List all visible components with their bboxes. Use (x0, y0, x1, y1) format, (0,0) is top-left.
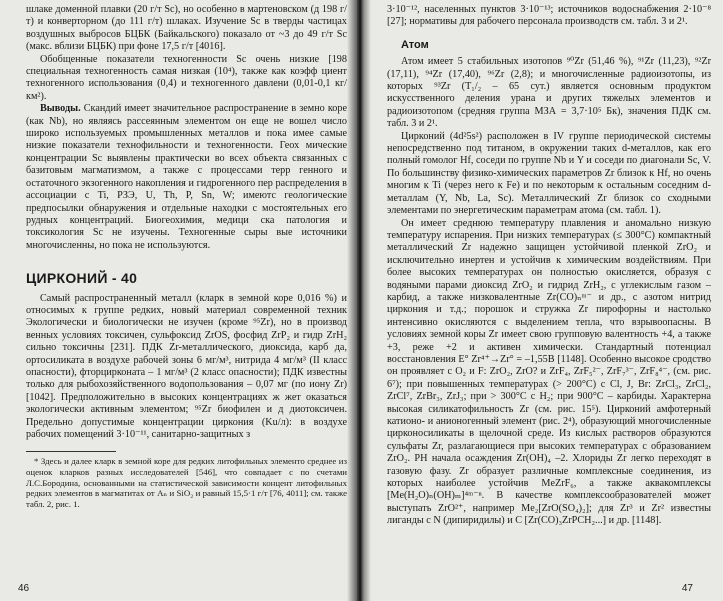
paragraph-conclusions (26, 103, 347, 252)
paragraph-continuation: 3·10⁻¹², населенных пунктов 3·10⁻¹³; источников водоснабжения 2·10⁻⁸ [27]; нормативы для рабочего персонала производств см. табл. 3 и 2¹. (387, 4, 711, 28)
right-page (361, 0, 723, 601)
paragraph-technogenic-indicators: Обобщенные показатели техногенности Sc очень низкие [198 специальная техногенность самая низкая (10⁴), также как коэфф циент техногенного использования (0,4) и техногенного давлени (0,01-0,1 кг/км²). (26, 53, 347, 102)
conclusions-lead: Выводы. (40, 103, 81, 115)
page-number-left: 46 (18, 582, 30, 594)
paragraph-electron-config: Цирконий (4d²5s²) расположен в IV группе периодической системы непосредственно под титаном, в окружении таких d-металлов, как его полный гомолог Hf, соседи по группе Nb и Y и соседи по диагонали Sc, V. По большинству физико-химических параметров Zr близок к Hf, но очень многим к Ti (через него к Fe) и по некоторым к остальным соседним d-металлам (Y, Nb, La, Sc). Металлический Zr близок со сходными элементами по энергетическим параметрам атома (см. табл. 1). (387, 130, 711, 217)
conclusions-text: Скандий имеет значительное распространение в земно коре (как Nb), но являясь рассеянным элементом он еще не вошел число широко используемых промышленных металлов и пока имее самые низкие показатели технофильности и техногенности. Геох мические концентрации Sc выявлены практически во всех объекта связанных с базитовым магматизмом, а также с процессами терр генного и остаточного экзогенного накопления и гидрогенного пер распределения в ассоциации с Ti, РЗЭ, U, Th, P, Sn, W; имеютс геологические предпосылки обнаружения и отдельные находки с мостоятельных его рудных концентраций. Биогеохимия, медици ска патология и токсикология Sc не изучены. Техногенные сыры вые источники многочисленны, но пока не используются. (26, 103, 347, 251)
paragraph-isotopes: Атом имеет 5 стабильных изотопов ⁹⁰Zr (51,46 %), ⁹¹Zr (11,23), ⁹²Zr (17,11), ⁹⁴Zr (17,40), ⁹⁶Zr (2,8); и многочисленные радиоизотопы, из которых ⁹³Zr (T₁/₂ – 65 сут.) является основным продуктом искусственного деления урана и других тяжелых элементов и радиоизотопом (средняя группа МЗА = 3,7·10⁵ Бк), значения ПДК см. табл. 3 и 2¹. (387, 56, 711, 130)
paragraph-zirconium-intro: Самый распространенный металл (кларк в земной коре 0,016 %) и относимых к группе редких, новый материал современной техник Экологически и биологически не изучен (кроме ⁹⁵Zr), но в производ венных условиях токсичен, сульфоксид ZrOS, фосфид ZrP₂ и гидр ZrH₂ сильно токсичны [231]. ПДК Zr-металлического, диоксида, карб да, ортосиликата в воздухе рабочей зоны 6 мг/м³, нитрида 4 мг/м³ (II класс опасности), фторцирконата – 1 мг/м³ (2 класс опасности); ПДК известны только для рыбохозяйственного водопользования – 0,07 мг (по иону Zr) [1042]. Предположительно в высоких концентрациях ж жет оказаться экологически активным элементом; ⁹⁵Zr биофилен и д диотоксичен. Предельно допустимые концентрации циркония (Ku/л): в воздухе рабочих помещений 3·10⁻¹¹, санитарно-защитных з (26, 292, 347, 440)
paragraph-slag: шлаке доменной плавки (20 г/т Sc), но особенно в мартеновском (д 198 г/т) и конверторном (до 111 г/т) шлаках. Изучение Sc в тверды частицах воздушных выбросов БЦБК (Байкальского) показало от ~3 до 49 г/т Sc (макс. вблизи БЦБК) при фоне 17,5 г/т [4016]. (26, 4, 347, 53)
footnote-divider (26, 451, 116, 452)
left-page (0, 0, 357, 601)
section-heading-zirconium: ЦИРКОНИЙ - 40 (26, 270, 138, 287)
paragraph-chemistry: Он имеет среднюю температуру плавления и аномально низкую температуру испарения. При низких температурах (≤ 300°С) компактный металлический Zr надежно защищен устойчивой пленкой ZrO₂ и исключительно инертен и устойчив к химическим воздействиям. При более высоких температурах он полностью окисляется, образуя с водяными парами диоксид ZrO₂ и гидрид ZrH₂, с углекислым газом – карбид, а также низковалентные Zr(CO)ₙᵐ⁻ и др., с азотом нитрид циркония и т.д.; порошок и стружка Zr пирофорны и настолько интенсивно окисляются с выделением тепла, что взрывоопасны. В условиях земной коры Zr имеет свою групповую валентность +4, а также +3, реже +2 и активен химически. Стандартный потенциал восстановления E° Zr⁴⁺→Zr° = –1,55В [1148]. Особенно высокое сродство он проявляет с O₂ и F: ZrO₂, ZrO? и ZrF₄, ZrF₅²⁻, ZrF₇³⁻, ZrF₈⁴⁻, (см. рис. 6⁷); при повышенных температурах (> 200°С) с Cl, J, Br: ZrCl₃, ZrCl₂, ZrCl⁷, ZrBr₃, ZrJ₃; при > 300°С с H₂; при 900°С – карбиды. Характерна высокая силикатофильность Zr (см. рис. 15⁵). Цирконий амфотерный катионо- и анионогенный элемент (рис. 2⁴), образующий многочисленные цирконосиликаты в щелочной среде. Из кислых растворов образуются сульфаты Zr, разлагающиеся при высоких температурах с образованием ZrO₂. PH начала осаждения Zr(OH)₄ –2. Хлориды Zr легко переходят в газовую фазу. Zr образует различные комплексные соединения, из которых наиболее устойчив MeZrF₆, а также аквакомплексы [Me(H₂O)ₙ(OH)ₘ]⁴ᵐ⁻ⁿ. В качестве комплексообразователей может выступать ZrO²⁺, например Me₂[ZrO(SO₄)₂]; для Zr³ и Zr² известны лиганды с N (дипиридилы) и С [Zr(CO)₃ZrPCH₂...] и др. [1148]. (387, 217, 711, 527)
footnote: * Здесь и далее кларк в земной коре для редких литофильных элементо среднее из оценок кларков разных исследователей [546], что совпадает с по счетами Л.С.Бородина, основанными на статистической зависимости концент литофильных редких элементов в магматитах от Aₙ и SiO₂ и равный 15,5·1 г/т [76, 4011]; см. также табл. 2, рис. 1. (26, 456, 347, 509)
subheading-atom: Атом (401, 38, 429, 51)
page-number-right: 47 (681, 582, 693, 594)
